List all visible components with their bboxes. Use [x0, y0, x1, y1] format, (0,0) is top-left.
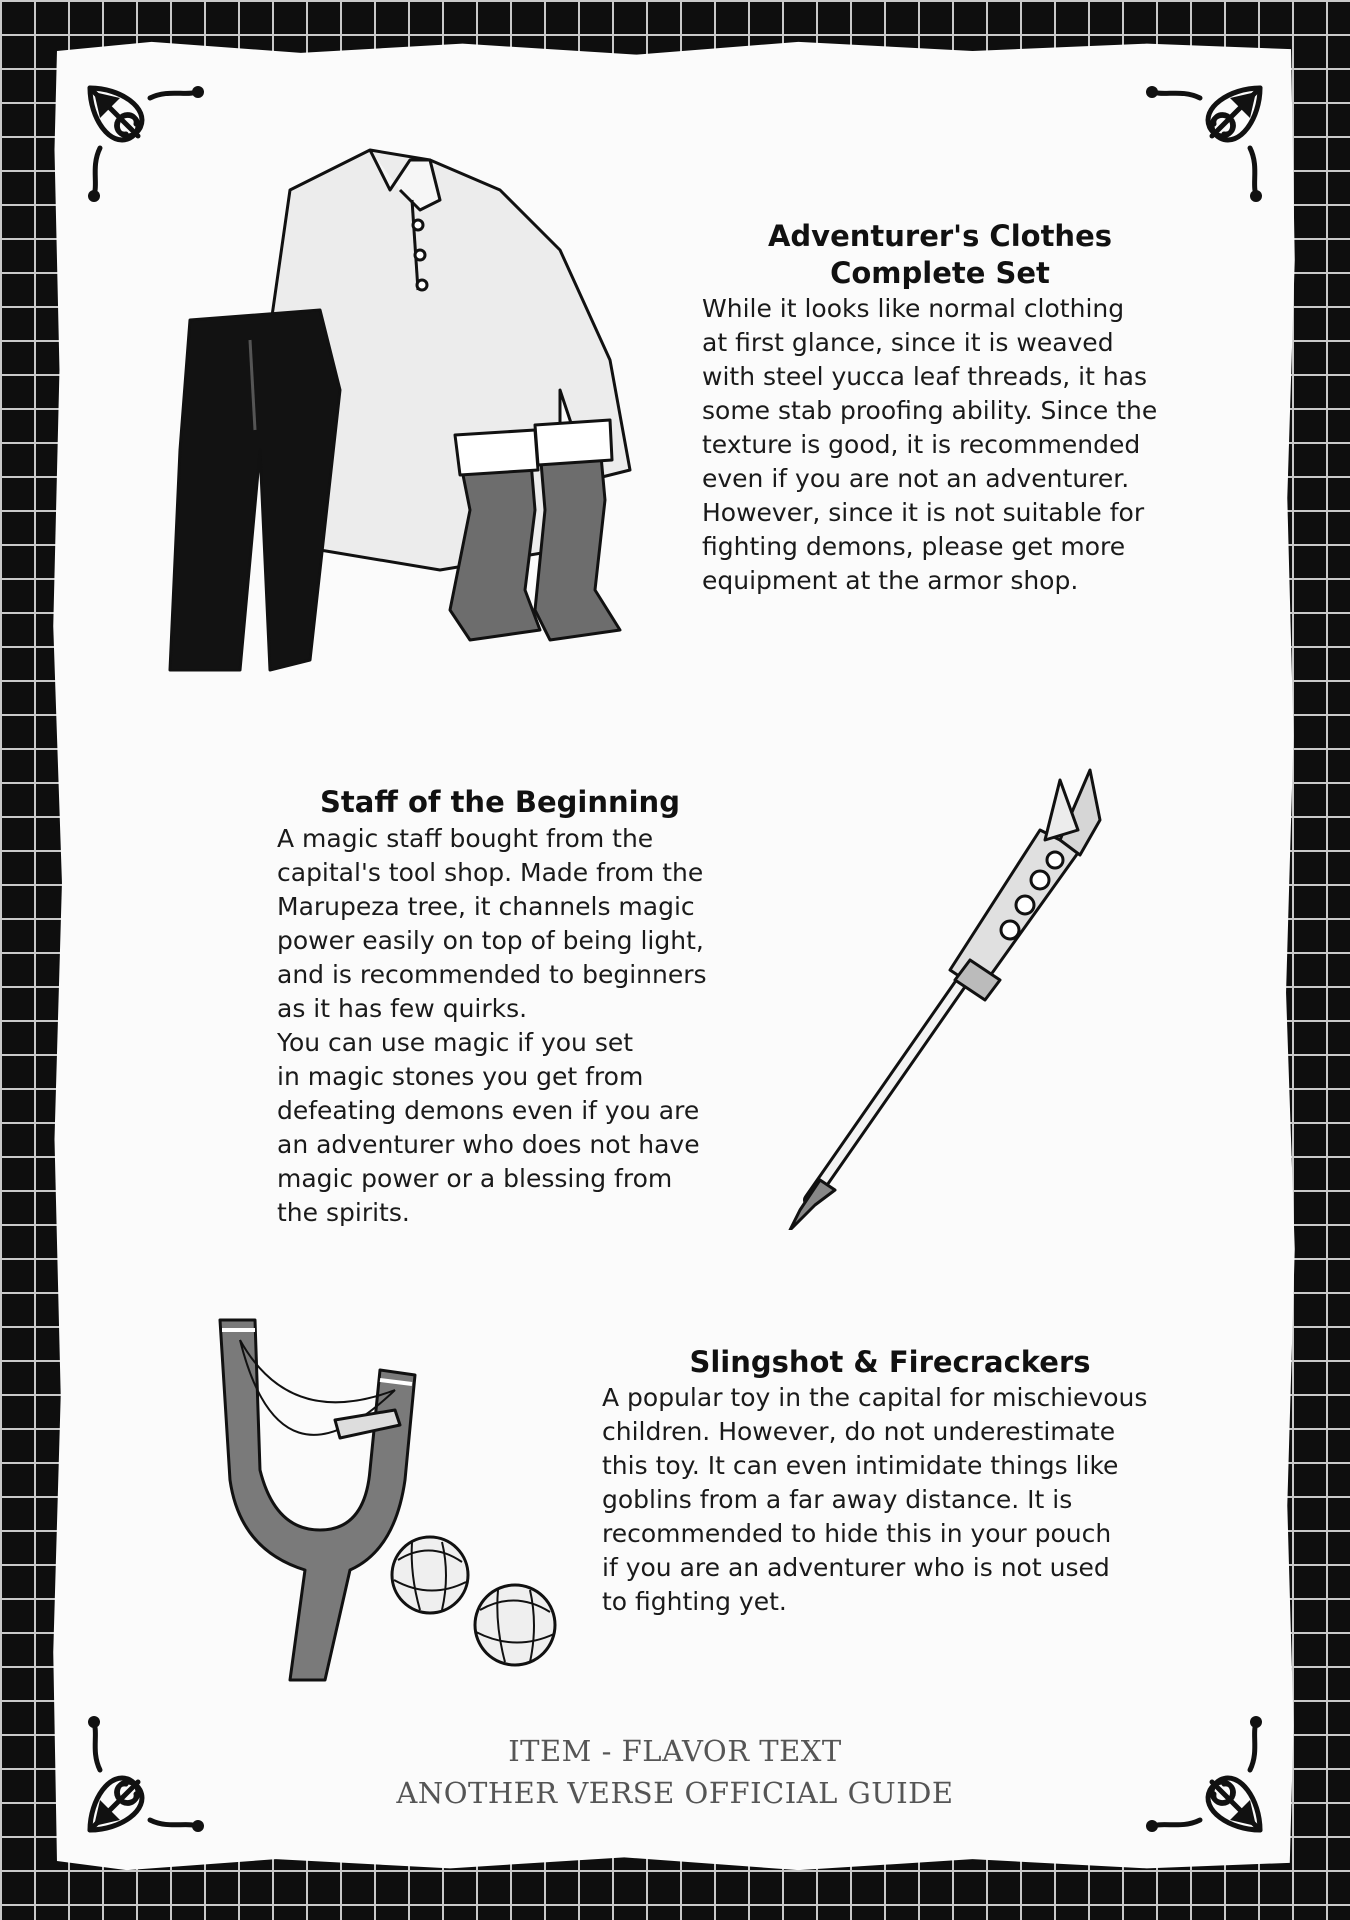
item-description: While it looks like normal clothing at first glance, since it is weaved with steel yucca leaf threads, it has some stab proofing ability. Since the texture is good, it is recommended even if you are not an adventurer. However, since it is not suitable for fighting demons, please get more equipment at the armor shop.: [702, 294, 1158, 595]
footer-caption-line2: ANOTHER VERSE OFFICIAL GUIDE: [396, 1776, 954, 1810]
slingshot-firecrackers-icon: [180, 1300, 620, 1700]
item-description: A magic staff bought from the capital's tool shop. Made from the Marupeza tree, it channels magic power easily on top of being light, and is recommended to beginners as it has few quirks. You can use magic if you set in magic stones you get from defeating demons even if you are an adventurer who does not have magic power or a blessing from the spirits.: [277, 824, 707, 1227]
item-title: [700, 218, 1180, 292]
adventurer-clothes-icon: [140, 130, 700, 710]
item-description: A popular toy in the capital for mischievous children. However, do not underestimate this toy. It can even intimidate things like goblins from a far away distance. It is recommended to hide this in your pouch if you are an adventurer who is not used to fighting yet.: [602, 1383, 1148, 1616]
item-title-line: Complete Set: [830, 256, 1050, 290]
item-title: Slingshot & Firecrackers: [689, 1345, 1091, 1379]
corner-flourish-icon: [80, 1690, 230, 1840]
item-title-line: Adventurer's Clothes: [767, 219, 1113, 253]
corner-flourish-icon: [1120, 1690, 1270, 1840]
corner-flourish-icon: [1120, 78, 1270, 228]
magic-staff-icon: [760, 760, 1130, 1230]
item-title: Staff of the Beginning: [320, 785, 680, 819]
footer-caption-line1: ITEM - FLAVOR TEXT: [508, 1734, 842, 1768]
